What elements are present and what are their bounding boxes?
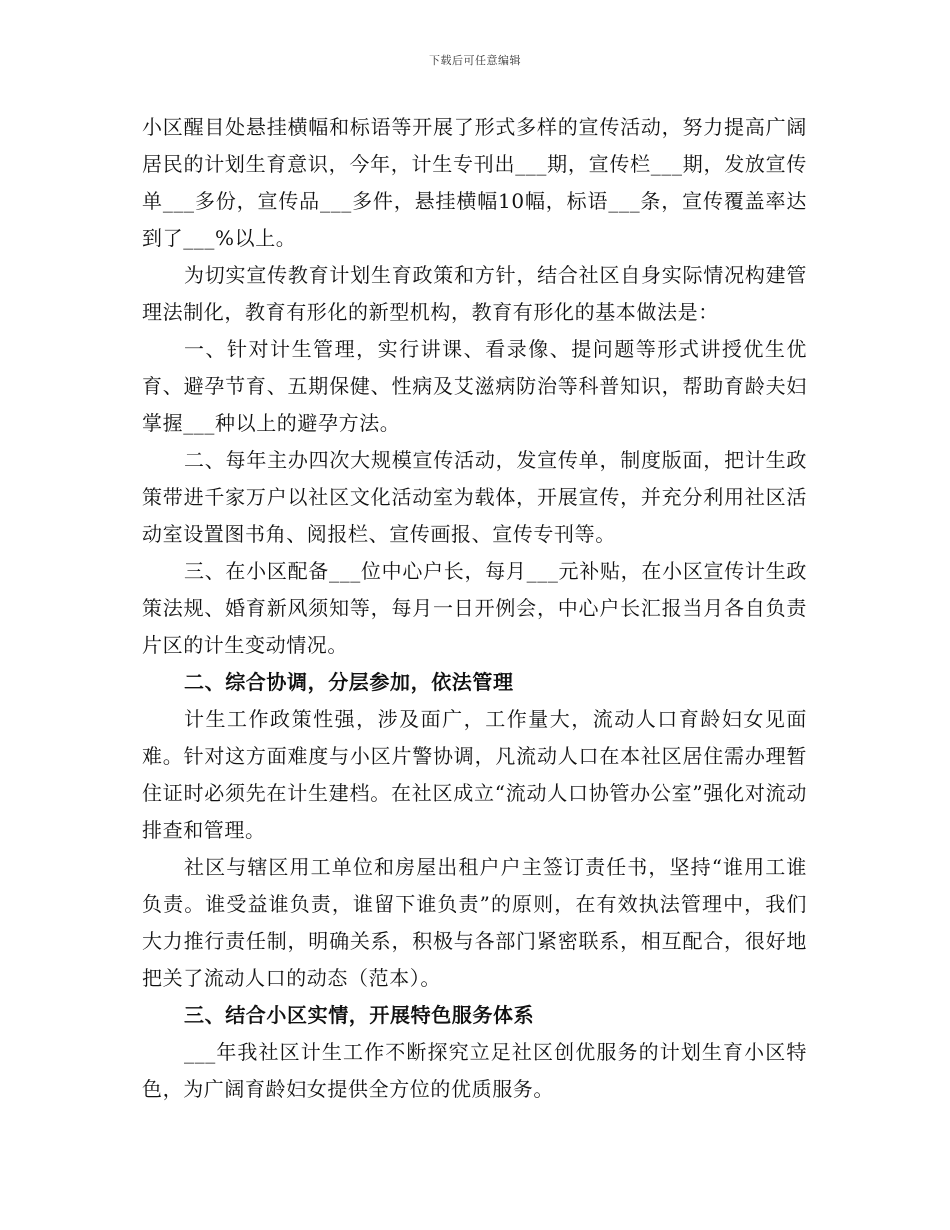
paragraph-responsibility: 社区与辖区用工单位和房屋出租户户主签订责任书，坚持“谁用工谁负责。谁受益谁负责，谁留下谁负责”的原则，在有效执法管理中，我们大力推行责任制，明确关系，积极与各部门紧密联系，相互配合，很好地把关了流动人口的动态（范本）。 bbox=[142, 855, 807, 990]
section-heading-services: 三、结合小区实情，开展特色服务体系 bbox=[184, 1003, 535, 1027]
paragraph-services: ___年我社区计生工作不断探究立足社区创优服务的计划生育小区特色，为广阔育龄妇女提供全方位的优质服务。 bbox=[142, 1040, 807, 1101]
paragraph-item-one: 一、针对计生管理，实行讲课、看录像、提问题等形式讲授优生优育、避孕节育、五期保健、性病及艾滋病防治等科普知识，帮助育龄夫妇掌握___种以上的避孕方法。 bbox=[142, 337, 807, 435]
section-heading-coordination: 二、综合协调，分层参加，依法管理 bbox=[184, 670, 514, 694]
paragraph-item-two: 二、每年主办四次大规模宣传活动，发宣传单，制度版面，把计生政策带进千家万户以社区文化活动室为载体，开展宣传，并充分利用社区活动室设置图书角、阅报栏、宣传画报、宣传专刊等。 bbox=[142, 448, 807, 546]
paragraph-floating-population: 计生工作政策性强，涉及面广，工作量大，流动人口育龄妇女见面难。针对这方面难度与小区片警协调，凡流动人口在本社区居住需办理暂住证时必须先在计生建档。在社区成立“流动人口协管办公室”强化对流动排查和管理。 bbox=[142, 707, 807, 842]
paragraph-item-three: 三、在小区配备___位中心户长，每月___元补贴，在小区宣传计生政策法规、婚育新风须知等，每月一日开例会，中心户长汇报当月各自负责片区的计生变动情况。 bbox=[142, 559, 807, 657]
document-body bbox=[142, 109, 807, 1108]
paragraph-policy-intro: 为切实宣传教育计划生育政策和方针，结合社区自身实际情况构建管理法制化，教育有形化的新型机构，教育有形化的基本做法是： bbox=[142, 263, 807, 324]
paragraph-publicity-stats: 小区醒目处悬挂横幅和标语等开展了形式多样的宣传活动，努力提高广阔居民的计划生育意识，今年，计生专刊出___期，宣传栏___期，发放宣传单___多份，宣传品___多件，悬挂横幅10幅，标语___条，宣传覆盖率达到了___%以上。 bbox=[142, 115, 807, 250]
page-header: 下载后可任意编辑 bbox=[429, 54, 521, 67]
